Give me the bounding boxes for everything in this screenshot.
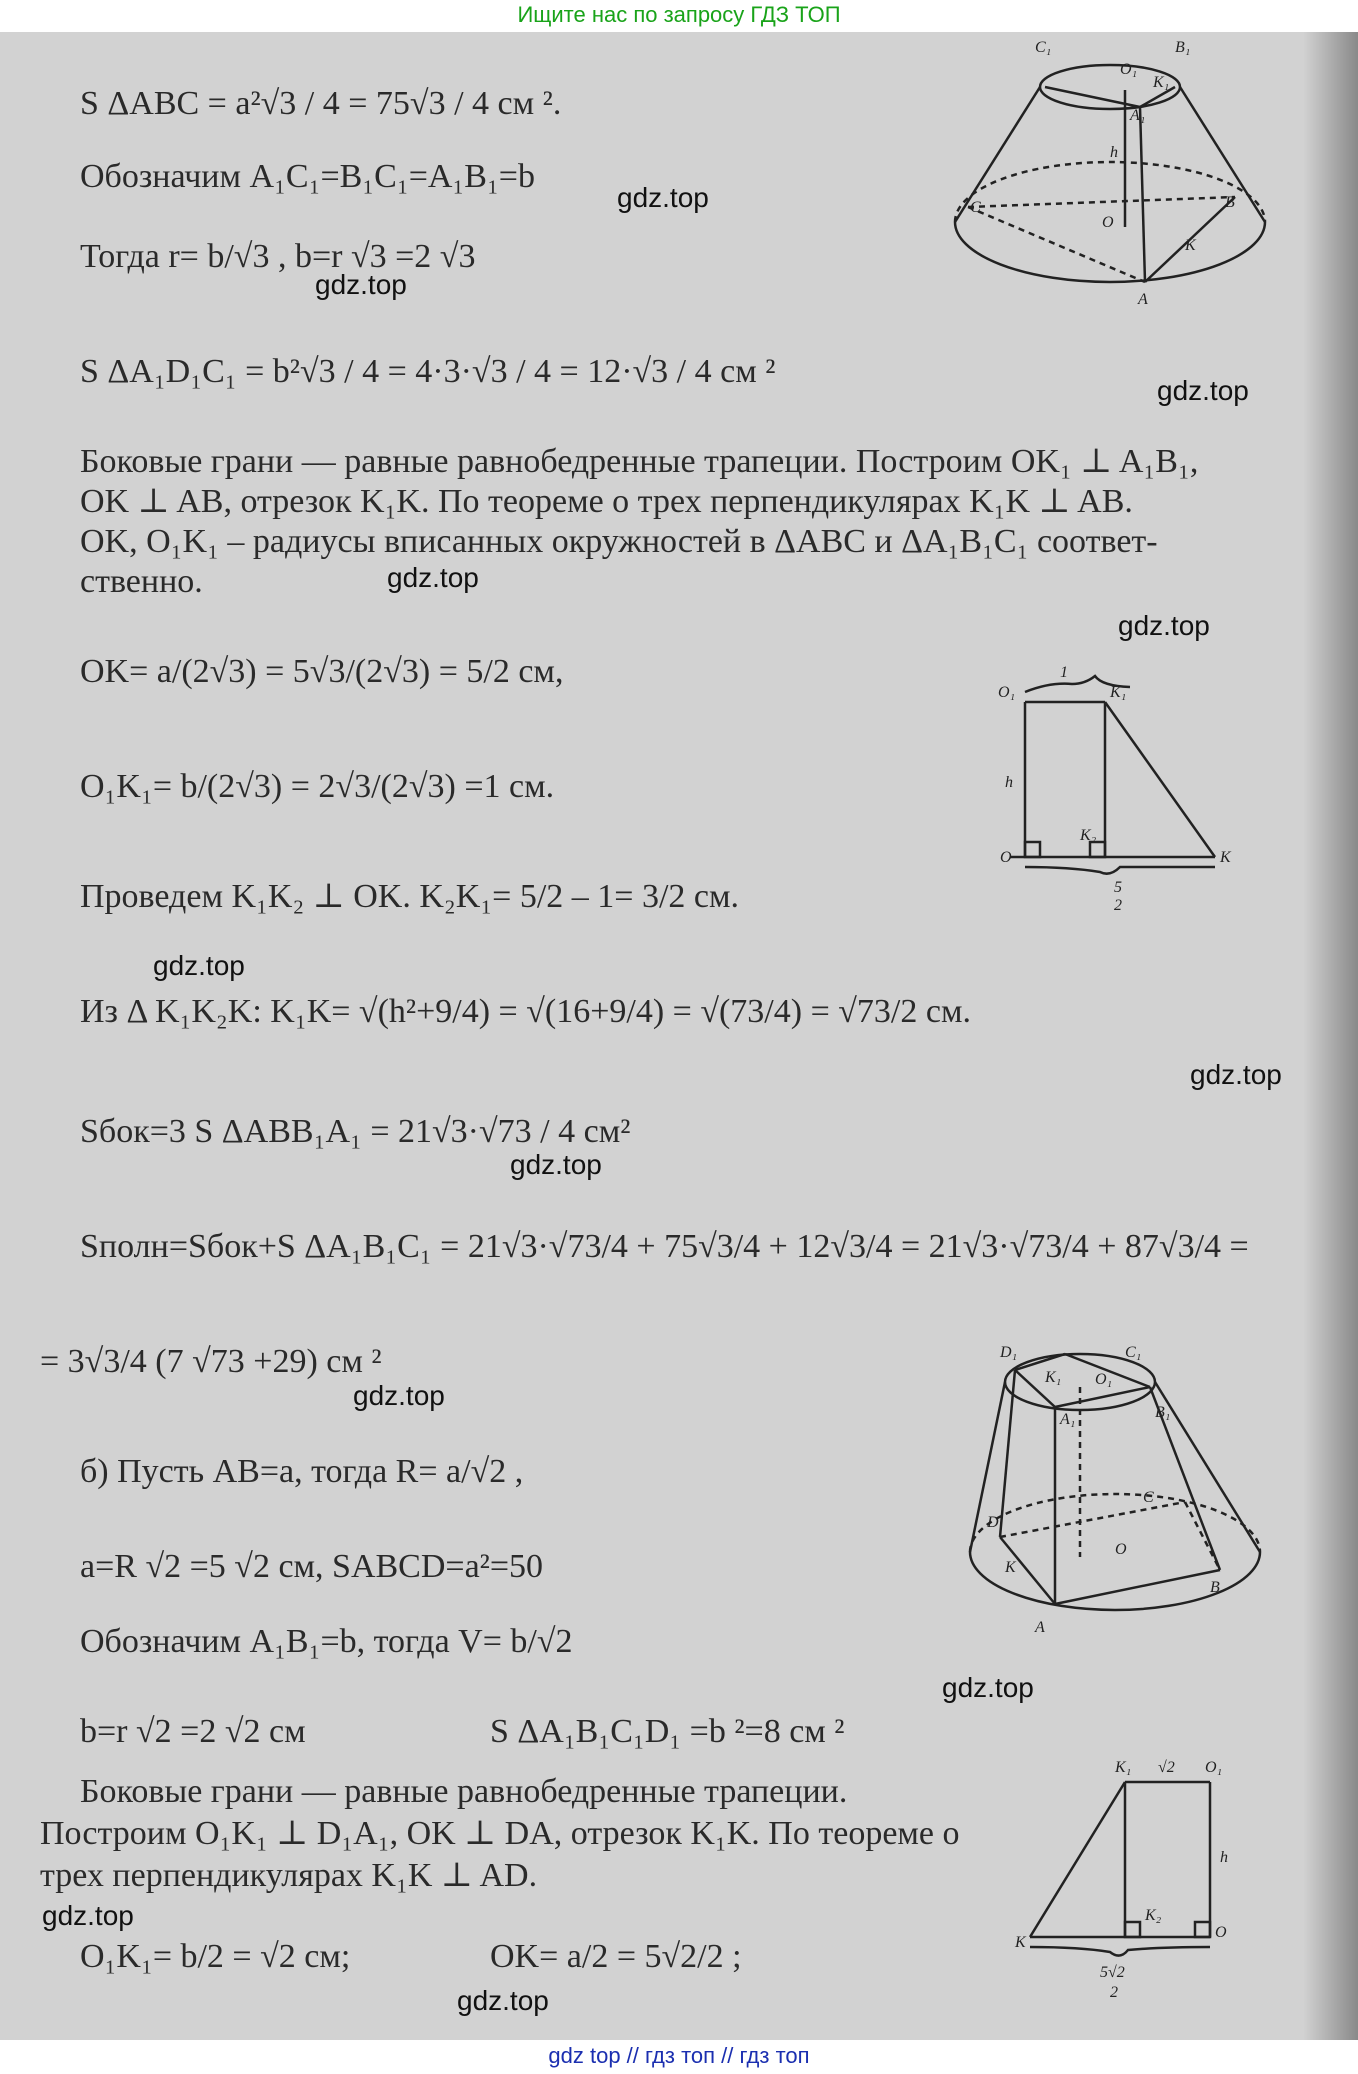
line-10: O₁K₁= b/(2√3) = 2√3/(2√3) =1 см. [80,768,555,805]
line-25: OK= a/2 = 5√2/2 ; [490,1938,742,1975]
fig2-label: K₁ [1110,684,1127,701]
line-1: S ΔABC = a²√3 / 4 = 75√3 / 4 см ². [80,85,562,122]
fig3-label: A [1035,1619,1045,1636]
line-15: = 3√3/4 (7 √73 +29) см ² [40,1343,382,1380]
fig1-label: h [1110,144,1118,161]
fig3-label: O [1115,1541,1127,1558]
fig2-label: K [1220,849,1231,866]
line-19: b=r √2 =2 √2 см [80,1713,306,1750]
fig2-label: 2 [1114,897,1122,912]
fig1-label: B₁ [1175,39,1191,56]
fig1-label: K₁ [1153,74,1170,91]
fig1-label: A [1138,291,1148,308]
line-4: S ΔA₁D₁C₁ = b²√3 / 4 = 4·3·√3 / 4 = 12·√3 / 4 см ² [80,353,776,390]
fig3-label: K [1005,1559,1016,1576]
fig4-label: K [1015,1934,1026,1951]
fig3-label: D₁ [1000,1344,1018,1361]
fig1-label: A₁ [1130,107,1146,124]
watermark: gdz.top [153,950,245,981]
page-binding-shadow [1303,32,1358,2040]
fig1-label: O [1102,214,1114,231]
watermark: gdz.top [1157,375,1249,406]
fig3-label: C [1143,1489,1154,1506]
fig3-label: O₁ [1095,1371,1113,1388]
line-2: Обозначим A₁C₁=B₁C₁=A₁B₁=b [80,158,535,195]
fig4-label: O₁ [1205,1759,1223,1776]
textbook-page [0,32,1358,2040]
line-23: трех перпендикулярах K₁K ⊥ AD. [40,1857,538,1894]
fig1-label: K [1185,237,1196,254]
fig2-label: K₂ [1080,827,1097,844]
top-banner[interactable]: Ищите нас по запросу ГДЗ ТОП [0,0,1358,32]
line-3: Тогда r= b/√3 , b=r √3 =2 √3 [80,238,476,275]
fig4-label: K₁ [1115,1759,1132,1776]
fig3-label: B₁ [1155,1404,1171,1421]
watermark: gdz.top [315,269,407,300]
watermark: gdz.top [353,1380,445,1411]
line-12: Из Δ K₁K₂K: K₁K= √(h²+9/4) = √(16+9/4) = √(73/4) = √73/2 см. [80,993,971,1030]
fig2-label: O [1000,849,1012,866]
fig1-label: C₁ [1035,39,1052,56]
watermark: gdz.top [42,1900,134,1931]
fig3-label: B [1210,1579,1220,1596]
fig4-label: O [1215,1924,1227,1941]
line-17: a=R √2 =5 √2 см, SABCD=a²=50 [80,1548,544,1585]
line-14: Sполн=Sбок+S ΔA₁B₁C₁ = 21√3·√73/4 + 75√3/4 + 12√3/4 = 21√3·√73/4 + 87√3/4 = [80,1228,1249,1265]
watermark: gdz.top [617,182,709,213]
watermark: gdz.top [1118,610,1210,641]
line-21: Боковые грани — равные равнобедренные трапеции. [80,1773,848,1810]
fig3-label: A₁ [1060,1411,1076,1428]
fig3-label: C₁ [1125,1344,1142,1361]
fig1-label: O₁ [1120,61,1138,78]
watermark: gdz.top [387,562,479,593]
figure-truncated-cone-triangle [940,32,1280,317]
fig2-label: h [1005,774,1013,791]
bottom-links[interactable]: gdz top // гдз топ // гдз топ [0,2040,1358,2074]
fig3-label: D [987,1514,999,1531]
watermark: gdz.top [457,1985,549,2016]
line-11: Проведем K₁K₂ ⊥ OK. K₂K₁= 5/2 – 1= 3/2 см. [80,878,740,915]
fig3-label: K₁ [1045,1369,1062,1386]
fig2-label: O₁ [998,684,1016,701]
line-8: ственно. [80,563,203,600]
line-16: б) Пусть AB=a, тогда R= a/√2 , [80,1453,524,1490]
watermark: gdz.top [1190,1059,1282,1090]
line-7: OK, O₁K₁ – радиусы вписанных окружностей в ΔABC и ΔA₁B₁C₁ соответ- [80,523,1158,560]
fig4-label: h [1220,1849,1228,1866]
fig2-label: 5 [1114,879,1122,896]
fig4-label: K₂ [1145,1907,1162,1924]
figure-trapezoid-section-1 [990,642,1260,912]
figure-truncated-cone-square [955,1342,1275,1692]
line-20: S ΔA₁B₁C₁D₁ =b ²=8 см ² [490,1713,845,1750]
fig1-label: C [970,199,981,216]
line-5: Боковые грани — равные равнобедренные трапеции. Построим OK₁ ⊥ A₁B₁, [80,443,1199,480]
line-13: Sбок=3 S ΔABB₁A₁ = 21√3·√73 / 4 см² [80,1113,631,1150]
line-24: O₁K₁= b/2 = √2 см; [80,1938,351,1975]
watermark: gdz.top [510,1149,602,1180]
line-22: Построим O₁K₁ ⊥ D₁A₁, OK ⊥ DA, отрезок K₁K. По теореме о [40,1815,960,1852]
fig4-label: √2 [1158,1759,1175,1776]
line-18: Обозначим A₁B₁=b, тогда V= b/√2 [80,1623,573,1660]
fig1-label: B [1225,194,1235,211]
fig4-label: 5√2 [1100,1964,1125,1981]
fig2-label: 1 [1060,664,1068,681]
watermark: gdz.top [942,1672,1034,1703]
fig4-label: 2 [1110,1984,1118,2001]
line-9: OK= a/(2√3) = 5√3/(2√3) = 5/2 см, [80,653,564,690]
figure-trapezoid-section-2 [1010,1732,1270,2022]
line-6: OK ⊥ AB, отрезок K₁K. По теореме о трех перпендикулярах K₁K ⊥ AB. [80,483,1133,520]
